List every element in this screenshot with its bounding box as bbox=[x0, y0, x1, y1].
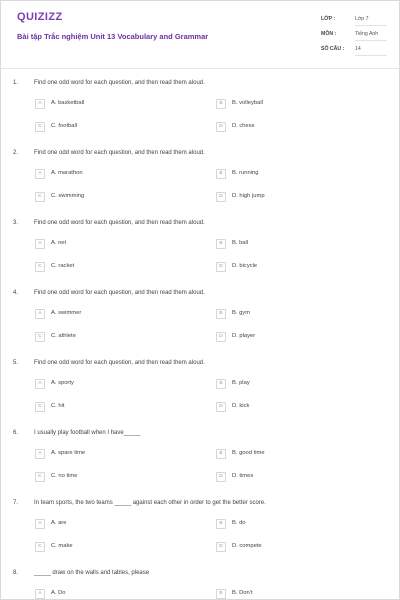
option-text: A. swimmer bbox=[51, 310, 82, 316]
option-text: D. bicycle bbox=[232, 263, 258, 269]
option-letter-box: D bbox=[216, 262, 226, 272]
option-text: B. volleyball bbox=[232, 100, 263, 106]
option-letter-box: B bbox=[216, 99, 226, 109]
meta-value: 14 bbox=[355, 46, 387, 56]
option-text: D. chess bbox=[232, 123, 255, 129]
question-number: 6. bbox=[13, 430, 19, 436]
option-letter-box: D bbox=[216, 332, 226, 342]
option-text: A. Do bbox=[51, 590, 66, 596]
option-text: B. ball bbox=[232, 240, 249, 246]
option-text: A. basketball bbox=[51, 100, 85, 106]
option-letter-box: B bbox=[216, 239, 226, 249]
question-number: 3. bbox=[13, 220, 19, 226]
question-text: Find one odd word for each question, and then read them aloud. bbox=[34, 220, 205, 226]
meta-value: Tiếng Anh bbox=[355, 31, 387, 41]
option-letter-box: C bbox=[35, 122, 45, 132]
option-text: D. player bbox=[232, 333, 256, 339]
meta-value: Lớp 7 bbox=[355, 16, 387, 26]
option-letter-box: B bbox=[216, 589, 226, 599]
option-text: C. football bbox=[51, 123, 78, 129]
option-letter-box: C bbox=[35, 542, 45, 552]
option-letter-box: A bbox=[35, 309, 45, 319]
option-text: C. make bbox=[51, 543, 73, 549]
question-text: Find one odd word for each question, and then read them aloud. bbox=[34, 150, 205, 156]
option-text: C. racket bbox=[51, 263, 75, 269]
option-letter-box: A bbox=[35, 239, 45, 249]
option-text: B. good time bbox=[232, 450, 265, 456]
option-letter-box: C bbox=[35, 402, 45, 412]
option-letter-box: B bbox=[216, 519, 226, 529]
option-text: A. sporty bbox=[51, 380, 74, 386]
meta-label: SỐ CÂU : bbox=[321, 46, 345, 52]
option-letter-box: B bbox=[216, 309, 226, 319]
option-letter-box: D bbox=[216, 122, 226, 132]
option-letter-box: C bbox=[35, 262, 45, 272]
option-text: A. net bbox=[51, 240, 67, 246]
quizizz-logo: QUIZIZZ bbox=[17, 11, 63, 23]
question-text: Find one odd word for each question, and then read them aloud. bbox=[34, 290, 205, 296]
question-number: 4. bbox=[13, 290, 19, 296]
option-text: C. no time bbox=[51, 473, 78, 479]
page-title: Bài tập Trắc nghiệm Unit 13 Vocabulary and Grammar bbox=[17, 32, 209, 41]
option-letter-box: D bbox=[216, 472, 226, 482]
question-number: 1. bbox=[13, 80, 19, 86]
option-letter-box: D bbox=[216, 192, 226, 202]
option-text: A. marathon bbox=[51, 170, 83, 176]
option-letter-box: D bbox=[216, 542, 226, 552]
option-text: B. Don't bbox=[232, 590, 253, 596]
option-text: A. are bbox=[51, 520, 67, 526]
option-text: C. hit bbox=[51, 403, 65, 409]
meta-label: MÔN : bbox=[321, 31, 337, 37]
option-text: B. do bbox=[232, 520, 246, 526]
option-text: D. kick bbox=[232, 403, 250, 409]
option-text: D. compete bbox=[232, 543, 262, 549]
option-text: A. spare time bbox=[51, 450, 86, 456]
option-text: C. athlete bbox=[51, 333, 76, 339]
option-letter-box: A bbox=[35, 99, 45, 109]
question-text: Find one odd word for each question, and then read them aloud. bbox=[34, 80, 205, 86]
option-letter-box: C bbox=[35, 472, 45, 482]
option-letter-box: A bbox=[35, 519, 45, 529]
option-letter-box: A bbox=[35, 379, 45, 389]
question-number: 7. bbox=[13, 500, 19, 506]
option-letter-box: A bbox=[35, 169, 45, 179]
question-text: _____ draw on the walls and tables, please bbox=[34, 570, 150, 576]
option-text: D. times bbox=[232, 473, 254, 479]
option-text: B. play bbox=[232, 380, 250, 386]
question-text: Find one odd word for each question, and then read them aloud. bbox=[34, 360, 205, 366]
question-number: 2. bbox=[13, 150, 19, 156]
question-number: 8. bbox=[13, 570, 19, 576]
option-letter-box: B bbox=[216, 449, 226, 459]
option-text: C. swimming bbox=[51, 193, 85, 199]
header-divider bbox=[0, 68, 400, 69]
option-text: B. running bbox=[232, 170, 259, 176]
question-text: I usually play football when I have_____ bbox=[34, 430, 141, 436]
option-letter-box: A bbox=[35, 589, 45, 599]
meta-label: LỚP : bbox=[321, 16, 336, 22]
option-text: B. gym bbox=[232, 310, 251, 316]
option-text: D. high jump bbox=[232, 193, 265, 199]
option-letter-box: B bbox=[216, 379, 226, 389]
question-number: 5. bbox=[13, 360, 19, 366]
question-text: In team sports, the two teams _____ against each other in order to get the better score. bbox=[34, 500, 266, 506]
option-letter-box: C bbox=[35, 192, 45, 202]
option-letter-box: A bbox=[35, 449, 45, 459]
option-letter-box: C bbox=[35, 332, 45, 342]
option-letter-box: B bbox=[216, 169, 226, 179]
option-letter-box: D bbox=[216, 402, 226, 412]
